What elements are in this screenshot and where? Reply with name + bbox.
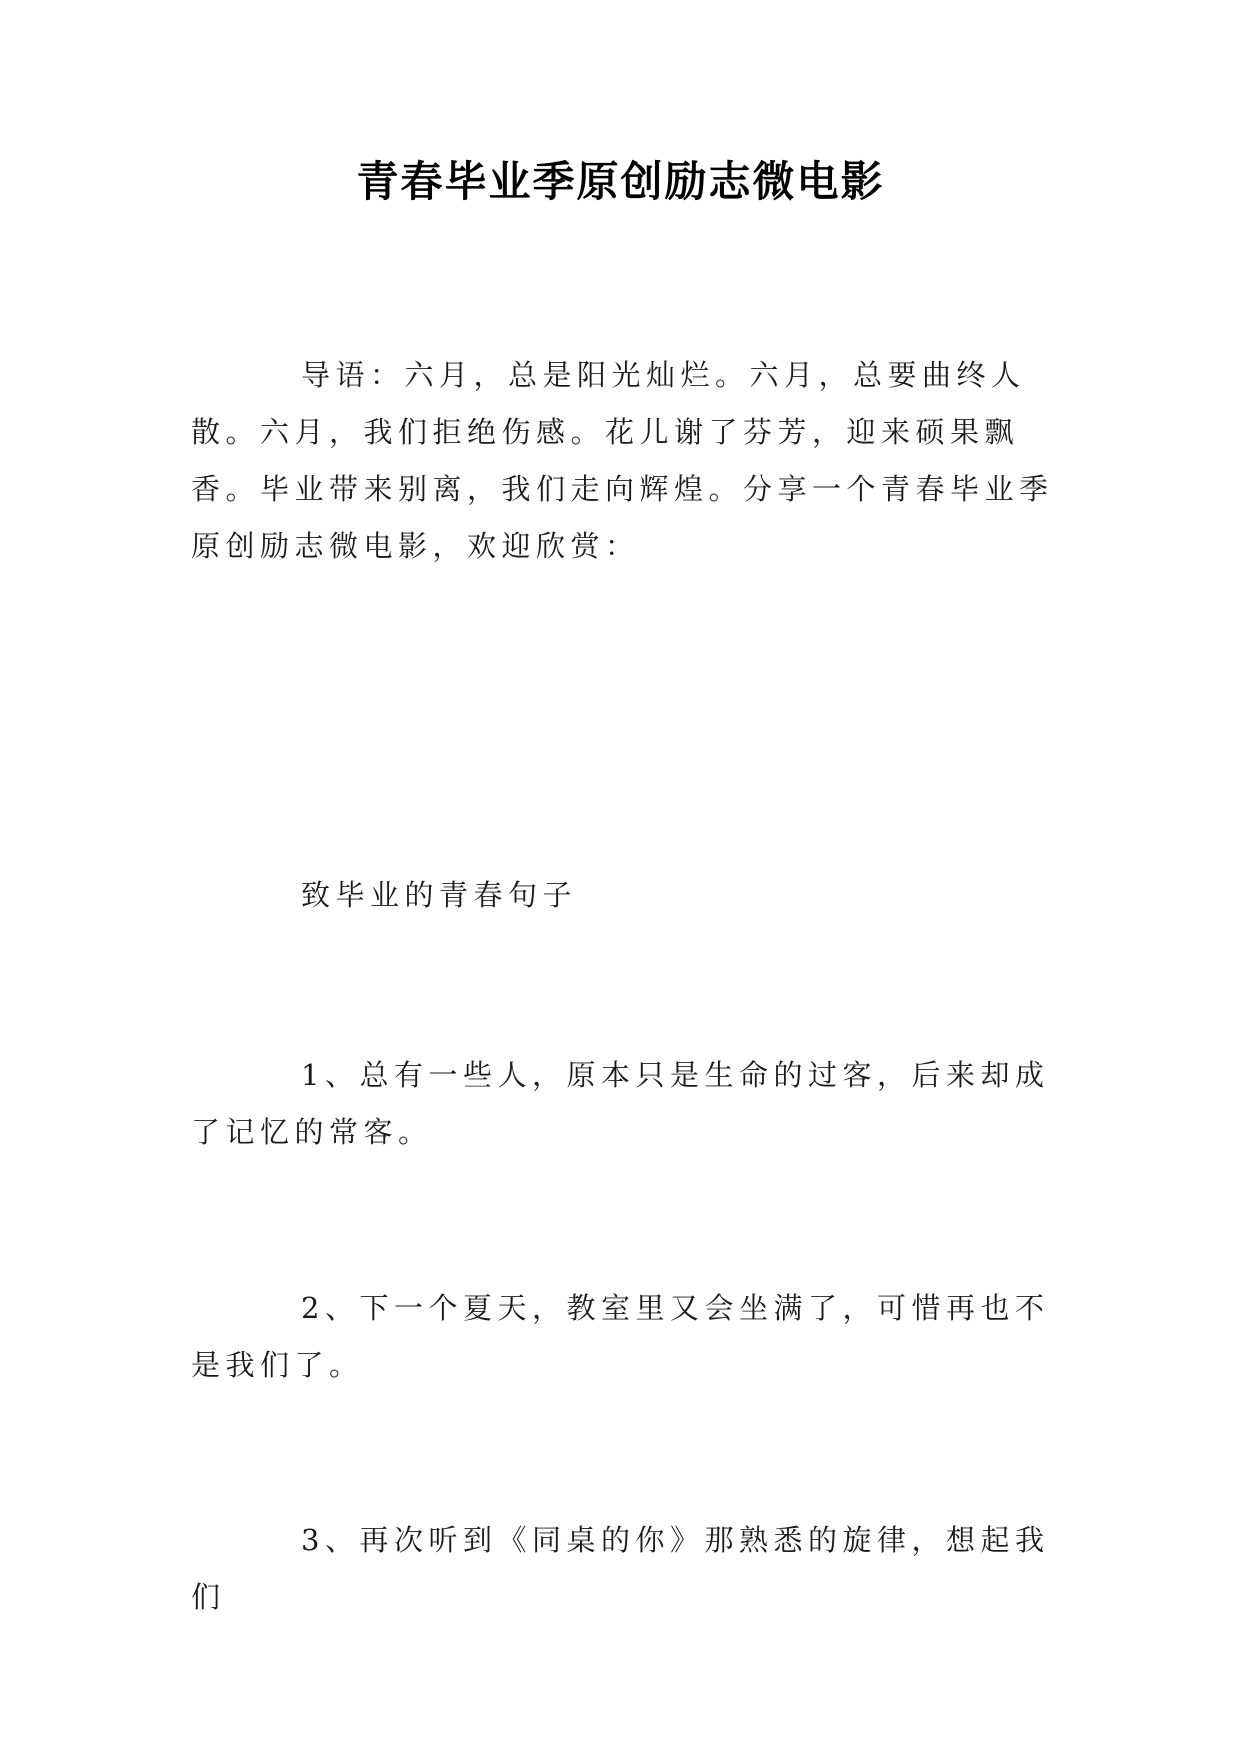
list-item: 2、下一个夏天，教室里又会坐满了，可惜再也不是我们了。 <box>191 1291 1050 1382</box>
section-heading: 致毕业的青春句子 <box>301 878 578 912</box>
list-item: 3、再次听到《同桌的你》那熟悉的旋律，想起我们 <box>191 1523 1050 1614</box>
list-item: 1、总有一些人，原本只是生命的过客，后来却成了记忆的常客。 <box>191 1058 1050 1149</box>
document-title: 青春毕业季原创励志微电影 <box>356 157 885 206</box>
intro-paragraph: 导语：六月，总是阳光灿烂。六月，总要曲终人散。六月，我们拒绝伤感。花儿谢了芬芳，迎来硕果飘香。毕业带来别离，我们走向辉煌。分享一个青春毕业季原创励志微电影，欢迎欣赏： <box>191 358 1054 563</box>
